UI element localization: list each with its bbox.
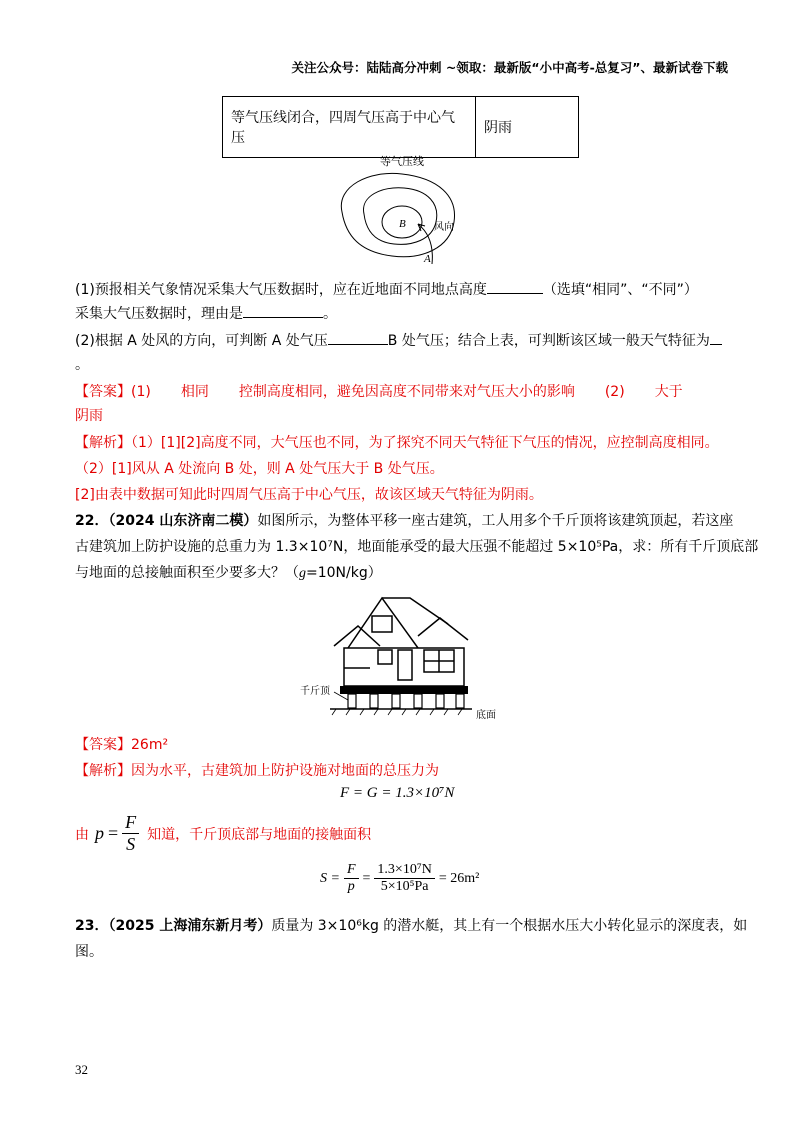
door [398,650,412,680]
explanation-21-line3: [2]由表中数据可知此时四周气压高于中心气压，故该区域天气特征为阴雨。 [75,487,543,503]
q22-line1: 22．（2024 山东济南二模）如图所示，为整体平移一座古建筑，工人用多个千斤顶将该建筑顶起，若这座 [75,513,734,529]
page-number: 32 [75,1062,88,1077]
fraction-values: $\frac{\text{1.3×10⁷N}}{\text{5×10⁵Pa}}$ [374,862,434,895]
explanation-22-line1: 【解析】因为水平，古建筑加上防护设施对地面的总压力为 [75,763,439,779]
platform [340,686,468,694]
jack-label: 千斤顶 [300,686,330,697]
answer-blank [243,305,323,318]
answer-blank [487,281,543,294]
page-header: 关注公众号：陆陆高分冲刺 ~领取：最新版“小中高考-总复习”、最新试卷下载 [291,60,728,75]
equation-force: F = G = 1.3×10⁷N [340,785,455,801]
fraction-f-over-p: $\frac{F}{p}$ [344,862,359,895]
q1-line2: 采集大气压数据时，理由是 。 [75,306,337,322]
house-figure [300,588,505,723]
point-b-label: B [399,218,406,230]
answer-blank [328,332,388,345]
q1-line1: (1)预报相关气象情况采集大气压数据时，应在近地面不同地点高度 （选填“相同”、“不同”） [75,282,698,298]
q2-line2: 。 [75,357,89,373]
right-gable [418,618,468,640]
q2-line1: (2)根据 A 处风的方向，可判断 A 处气压 B 处气压；结合上表，可判断该区域一般天气特征为 [75,330,722,350]
answer-22: 【答案】26m² [75,737,169,753]
table-cell-weather: 阴雨 [476,97,579,158]
explanation-22-line2: 由 p = $\frac{F}{S}$ 知道，千斤顶底部与地面的接触面积 [75,812,372,854]
q23-line1: 23．（2025 上海浦东新月考）质量为 3×10⁶kg 的潜水艇，其上有一个根据水压大小转化显示的深度表，如 [75,918,748,934]
q22-line3: 与地面的总接触面积至少要多大？（g=10N/kg） [75,565,382,581]
ground-label: 底面 [476,710,496,721]
q22-line2: 古建筑加上防护设施的总重力为 1.3×10⁷N，地面能承受的最大压强不能超过 5×10⁵Pa，求：所有千斤顶底部 [75,539,759,555]
isobar-figure [330,152,470,267]
weather-table [222,96,579,158]
wind-label: 风向 [434,222,454,233]
upper-window [372,616,392,632]
explanation-21-line2: （2）[1]风从 A 处流向 B 处，则 A 处气压大于 B 处气压。 [75,461,444,477]
answer-blank [710,332,722,345]
formula-fraction: $\frac{F}{S}$ [122,812,139,855]
isobar-label: 等气压线 [380,156,424,168]
pressure-formula: p = $\frac{F}{S}$ [95,812,139,855]
main-roof [348,598,418,648]
answer-21-line2: 阴雨 [75,408,103,424]
answer-21-line1: 【答案】(1) 相同 控制高度相同，避免因高度不同带来对气压大小的影响 (2) 大于 [75,384,683,400]
point-a-label: A [424,253,431,265]
q23-line2: 图。 [75,944,103,960]
explanation-21-line1: 【解析】（1）[1][2]高度不同，大气压也不同，为了探究不同天气特征下气压的情况，应控制高度相同。 [75,435,719,451]
middle-isobar [364,188,437,245]
window [378,650,392,664]
table-cell-condition: 等气压线闭合，四周气压高于中心气压 [223,97,476,158]
equation-area: S = $\frac{F}{p}$ = $\frac{\text{1.3×10⁷N}}{\text{5×10⁵Pa}}$ = 26m² [320,862,480,894]
